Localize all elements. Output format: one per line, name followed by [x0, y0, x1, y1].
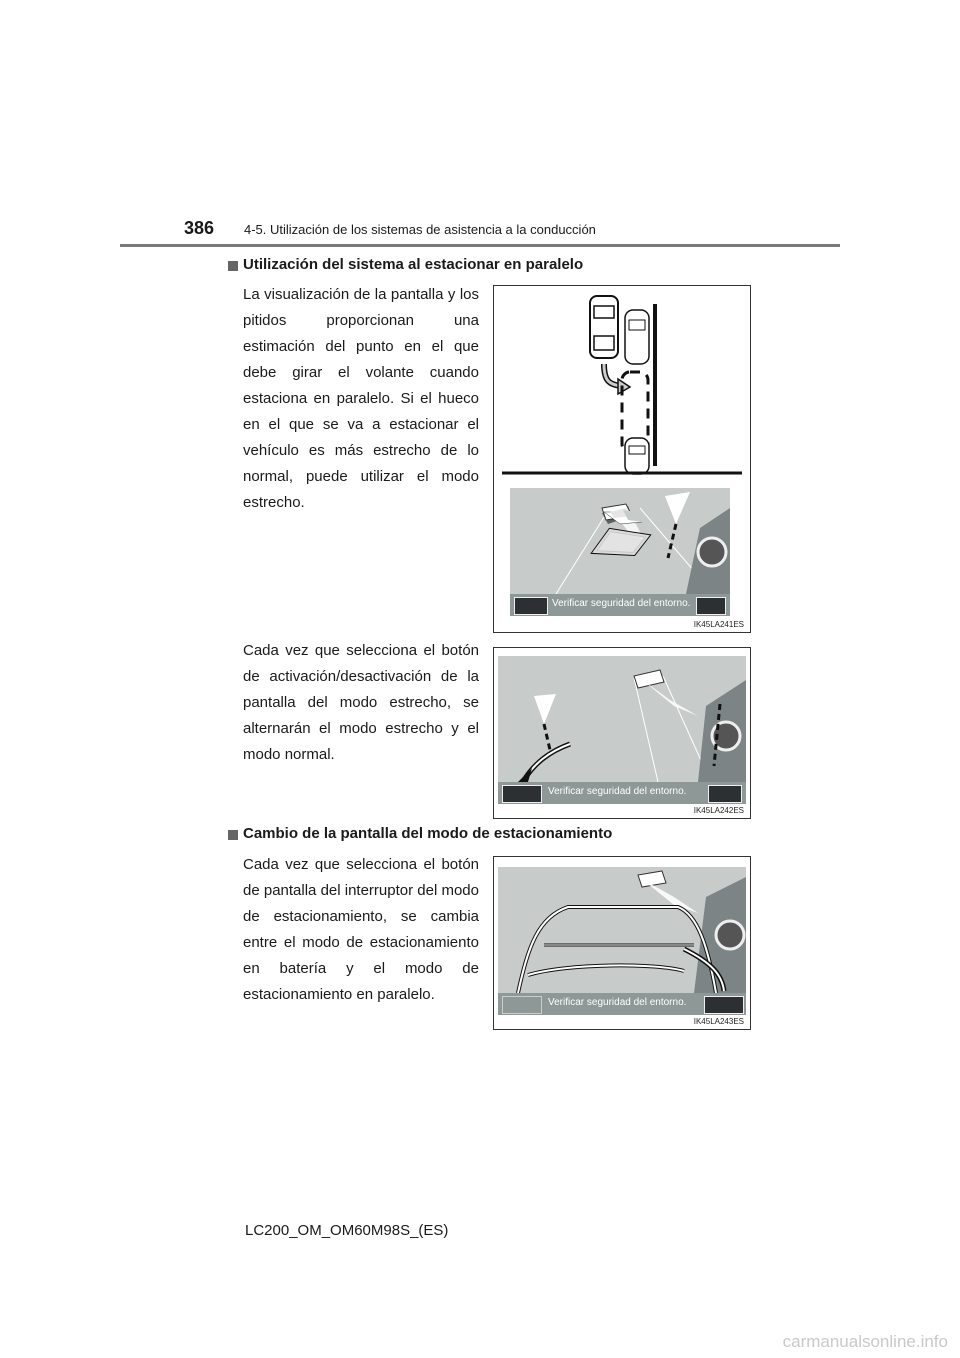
figure-parking-mode-switch	[493, 856, 751, 1030]
watermark: carmanualsonline.info	[782, 1332, 948, 1351]
mirror-icon	[716, 921, 744, 949]
status-bar	[498, 993, 746, 1015]
screen-message: Verificar seguridad del entorno.	[548, 786, 687, 797]
paragraph-narrow-mode: Cada vez que selecciona el botón de activación/desactivación de la pantalla del modo estrecho, se alternarán el modo estrecho y el modo normal.	[243, 642, 479, 763]
figure-narrow-mode	[493, 647, 751, 819]
camera-screen	[498, 867, 746, 1015]
parking-mode-button-icon[interactable]	[708, 785, 742, 803]
section-heading-mode-change: Cambio de la pantalla del modo de estacionamiento	[243, 825, 613, 842]
section-title: 4-5. Utilización de los sistemas de asistencia a la conducción	[244, 222, 596, 237]
narrow-mode-button-icon[interactable]	[514, 597, 548, 615]
section-bullet	[228, 261, 238, 271]
rear-car-icon	[625, 438, 649, 474]
mirror-icon	[698, 538, 726, 566]
reversing-car-icon	[590, 296, 618, 358]
figure-code: IK45LA242ES	[693, 806, 744, 815]
screen-message: Verificar seguridad del entorno.	[548, 997, 687, 1008]
car-ahead-icon	[638, 871, 666, 887]
paragraph-parallel-intro: La visualización de la pantalla y los pitidos proporcionan una estimación del punto en el que debe girar el volante cuando estaciona en paralelo. Si el hueco en el que se va a estacionar el vehículo es más estrecho de lo normal, puede utilizar el modo estrecho.	[243, 286, 479, 511]
parking-mode-switch-button-icon[interactable]	[704, 996, 744, 1014]
page-number: 386	[184, 218, 215, 238]
narrow-mode-button-icon[interactable]	[502, 785, 542, 803]
document-code: LC200_OM_OM60M98S_(ES)	[245, 1222, 449, 1239]
back-in-guide-button-icon[interactable]	[502, 996, 542, 1014]
section-heading-parallel: Utilización del sistema al estacionar en paralelo	[243, 256, 584, 273]
figure-parallel-parking	[493, 285, 751, 633]
camera-screen	[510, 488, 730, 616]
parking-diagram	[494, 286, 750, 478]
status-bar	[498, 782, 746, 804]
parked-car-icon	[625, 310, 649, 364]
paragraph-mode-change: Cada vez que selecciona el botón de pantalla del interruptor del modo de estacionamiento, se cambia entre el modo de estacionamiento en batería y el modo de estacionamiento en paralelo.	[243, 856, 479, 1003]
pointer-arrow-icon	[524, 744, 570, 780]
figure-code: IK45LA241ES	[693, 620, 744, 629]
header-rule	[120, 244, 840, 247]
section-bullet	[228, 830, 238, 840]
status-bar	[510, 594, 730, 616]
figure-code: IK45LA243ES	[693, 1017, 744, 1026]
parking-mode-button-icon[interactable]	[696, 597, 726, 615]
camera-screen	[498, 656, 746, 804]
screen-message: Verificar seguridad del entorno.	[552, 598, 691, 609]
